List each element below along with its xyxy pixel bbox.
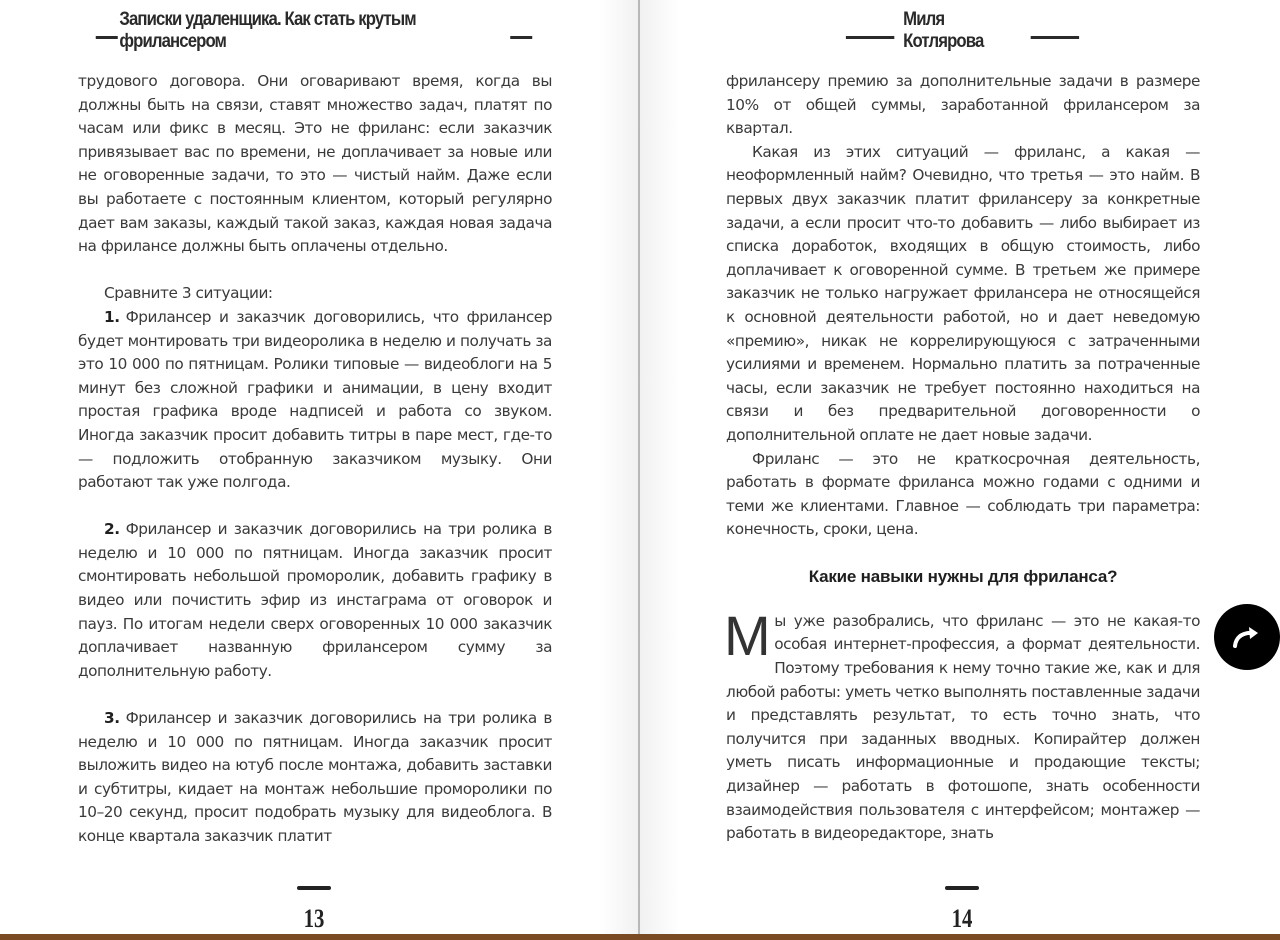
- book-title: Записки удаленщика. Как стать крутым фрилансером: [119, 9, 416, 52]
- paragraph: трудового договора. Они оговаривают время, когда вы должны быть на связи, ставят множество задач, платят по часам или фикс в месяц. Это не фриланс: если заказчик привязывает вас по времени, не доплачивает за новые или не оговоренные задачи, то это — чистый найм. Даже если вы работаете с постоянным клиентом, который регулярно дает вам заказы, каждый такой заказ, каждая новая задача на фрилансе должны быть оплачены отдельно.: [78, 72, 552, 256]
- section-paragraph: [724, 603, 1200, 846]
- section-text: ы уже разобрались, что фриланс — это не какая-то особая интернет-профессия, а формат деятельности. Поэтому требования к нему точно такие же, как и для любой работы: уметь четко выполнять поставленные задачи и представлять результат, то есть точно знать, что получится при заданных вводных. Копирайтер должен уметь писать информационные и продающие тексты; дизайнер — работать в фотошопе, знать особенности взаимодействия пользователя с интерфейсом; монтажер — работать в видеоредакторе, знать: [726, 611, 1200, 843]
- right-page: [640, 0, 1280, 934]
- item-text: Фрилансер и заказчик договорились, что фрилансер будет монтировать три видеоролика в неделю и получать за это 10 000 по пятницам. Ролики типовые — видеоблоги на 5 минут без сложной графики и анимации, в цену входит простая графика вроде надписей и работа со звуком. Иногда заказчик просит добавить титры в паре мест, где-то — подложить отобранную заказчиком музыку. Они работают так уже полгода.: [78, 307, 552, 492]
- paragraph: фрилансеру премию за дополнительные задачи в размере 10% от общей суммы, заработанной фрилансером за квартал.: [726, 72, 1200, 138]
- item-text: Фрилансер и заказчик договорились на три ролика в неделю и 10 000 по пятницам. Иногда заказчик просит выложить видео на ютуб после монтажа, добавить заставки и субтитры, кидает на монтаж небольшие проморолики по 10–20 секунд, просит подобрать музыку для видеоблога. В конце квартала заказчик платит: [78, 709, 552, 845]
- header-rule: [1031, 36, 1079, 39]
- paragraph: Сравните 3 ситуации:: [104, 284, 273, 303]
- running-header-left: [96, 9, 532, 52]
- paragraph: Фриланс — это не краткосрочная деятельность, работать в формате фриланса можно годами с одними и теми же клиентами. Главное — соблюдать три параметра: конечность, сроки, цена.: [726, 449, 1200, 539]
- item-number: 2.: [104, 520, 120, 539]
- item-number: 1.: [104, 307, 120, 326]
- list-item: [78, 707, 552, 849]
- header-rule: [846, 36, 894, 39]
- header-rule: [96, 36, 118, 39]
- right-body-text: [726, 70, 1200, 846]
- left-page: [0, 0, 638, 934]
- section-heading: Какие навыки нужны для фриланса?: [808, 566, 1118, 586]
- drop-cap: М: [724, 603, 771, 667]
- item-text: Фрилансер и заказчик договорились на три ролика в неделю и 10 000 по пятницам. Иногда заказчик просит смонтировать небольшой проморолик, добавить графику в видео или почистить эфир из инстаграма от оговорок и пауз. По итогам недели сверх оговоренных 10 000 заказчик доплачивает названную фрилансером сумму за дополнительную работу.: [78, 520, 552, 680]
- page-number: 13: [303, 904, 325, 933]
- next-page-button[interactable]: [1214, 604, 1280, 670]
- header-rule: [510, 36, 532, 39]
- item-number: 3.: [104, 709, 120, 728]
- footer-ornament: [945, 886, 979, 890]
- page-number: 14: [951, 904, 973, 933]
- paragraph: Какая из этих ситуаций — фриланс, а какая — неоформленный найм? Очевидно, что третья — это найм. В первых двух заказчик платит фрилансеру за конкретные задачи, а если просит что-то добавить — либо выбирает из списка доработок, входящих в общую стоимость, либо доплачивает к оговоренной сумме. В третьем же примере заказчик не только нагружает фрилансера не относящейся к основной деятельности работой, но и дает неведомую «премию», никак не коррелирующуюся с затраченными усилиями и временем. Нормально платить за потраченные часы, если заказчик не требует постоянно находиться на связи и без предварительной договоренности о дополнительной оплате не дает новые задачи.: [726, 142, 1200, 444]
- page-turn-arrow-icon: [1230, 624, 1264, 650]
- running-header-right: [846, 9, 1079, 52]
- footer-ornament: [297, 886, 331, 890]
- left-body-text: [78, 70, 552, 849]
- list-item: [78, 518, 552, 683]
- list-item: [78, 306, 552, 495]
- author-name: Миля Котлярова: [903, 9, 984, 52]
